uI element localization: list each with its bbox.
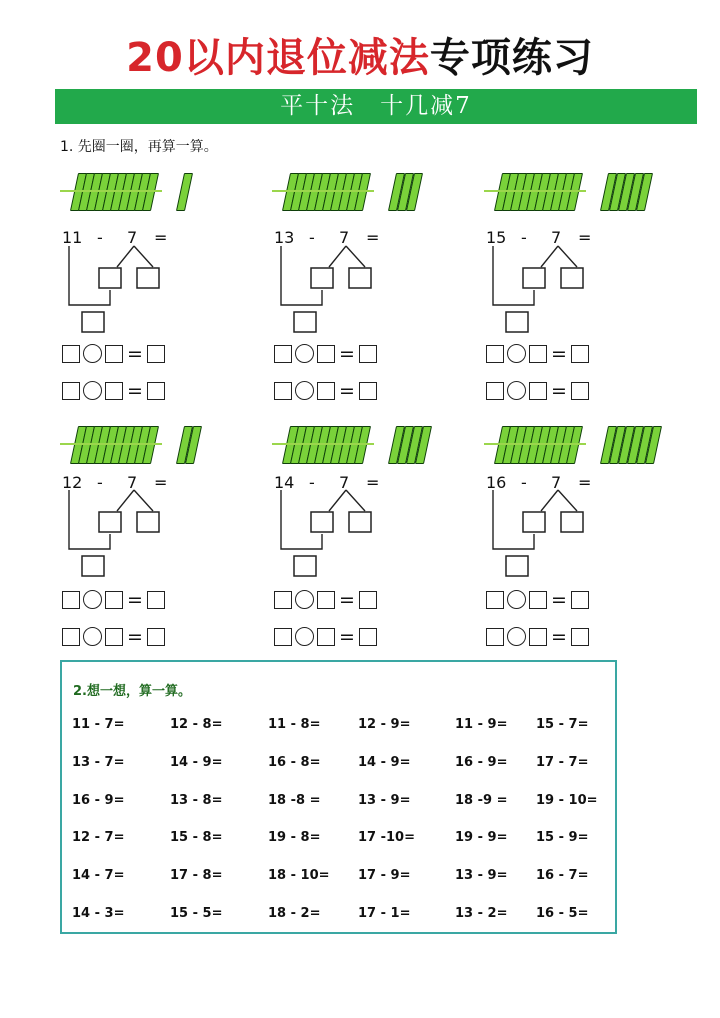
circle-guide-line: [272, 190, 374, 192]
answer-box[interactable]: [359, 345, 377, 363]
equation-row: [486, 344, 589, 363]
equation-row: [274, 344, 377, 363]
practice-item: 18 - 2=: [268, 906, 321, 921]
practice-item: 16 - 5=: [536, 906, 589, 921]
answer-box[interactable]: [359, 591, 377, 609]
practice-item: 17 - 1=: [358, 906, 411, 921]
circle-guide-line: [484, 190, 586, 192]
answer-box[interactable]: [105, 591, 123, 609]
practice-item: 19 - 8=: [268, 830, 321, 845]
section-banner: 平十法 十几减7: [55, 89, 697, 124]
problem-minus: -: [309, 473, 315, 492]
answer-box[interactable]: [317, 591, 335, 609]
problem-eq: =: [578, 473, 592, 492]
tree-line: [541, 490, 558, 511]
operator-circle[interactable]: [295, 344, 314, 363]
tree-line: [117, 490, 134, 511]
answer-box[interactable]: [274, 345, 292, 363]
operator-circle[interactable]: [295, 590, 314, 609]
practice-item: 15 - 7=: [536, 717, 589, 732]
practice-item: 15 - 5=: [170, 906, 223, 921]
problem-minus: -: [309, 228, 315, 247]
page-title: 20以内退位减法专项练习: [126, 35, 594, 81]
decompose-diagram: [62, 250, 192, 340]
problem-eq: =: [154, 228, 168, 247]
operator-circle[interactable]: [295, 627, 314, 646]
tree-line: [541, 246, 558, 267]
answer-box[interactable]: [571, 345, 589, 363]
practice-item: 18 -9 =: [455, 793, 508, 808]
problem-eq: =: [578, 228, 592, 247]
answer-box: [349, 512, 371, 532]
problem-minus: -: [97, 473, 103, 492]
answer-box: [506, 312, 528, 332]
tree-line: [346, 246, 365, 267]
problem-eq: =: [366, 473, 380, 492]
decompose-diagram: [62, 494, 192, 584]
operator-circle[interactable]: [83, 381, 102, 400]
practice-item: 16 - 7=: [536, 868, 589, 883]
answer-box: [294, 556, 316, 576]
practice-item: 12 - 7=: [72, 830, 125, 845]
problem-minus: -: [97, 228, 103, 247]
equation-row: [62, 627, 165, 646]
problem-a: 11: [62, 228, 83, 247]
equals-sign: =: [551, 625, 567, 648]
decompose-diagram: [486, 250, 616, 340]
equals-sign: =: [339, 588, 355, 611]
tree-line: [558, 490, 577, 511]
answer-box: [523, 512, 545, 532]
problem-minus: -: [521, 228, 527, 247]
answer-box[interactable]: [105, 628, 123, 646]
practice-item: 13 - 9=: [455, 868, 508, 883]
answer-box: [506, 556, 528, 576]
practice-item: 17 - 7=: [536, 755, 589, 770]
practice-item: 17 - 9=: [358, 868, 411, 883]
equation-row: [274, 381, 377, 400]
problem-minus: -: [521, 473, 527, 492]
practice-item: 15 - 9=: [536, 830, 589, 845]
practice-item: 19 - 10=: [536, 793, 598, 808]
equation-row: [486, 590, 589, 609]
practice-item: 16 - 9=: [72, 793, 125, 808]
answer-box: [99, 268, 121, 288]
practice-item: 19 - 9=: [455, 830, 508, 845]
circle-guide-line: [272, 443, 374, 445]
counting-stick: [176, 173, 193, 211]
problem-eq: =: [154, 473, 168, 492]
answer-box[interactable]: [105, 345, 123, 363]
answer-box: [137, 268, 159, 288]
tree-line: [117, 246, 134, 267]
problem-b: 7: [551, 228, 562, 247]
tree-line: [346, 490, 365, 511]
practice-item: 14 - 9=: [358, 755, 411, 770]
practice-item: 12 - 9=: [358, 717, 411, 732]
answer-box[interactable]: [486, 345, 504, 363]
practice-item: 14 - 9=: [170, 755, 223, 770]
answer-box[interactable]: [571, 628, 589, 646]
answer-box[interactable]: [486, 628, 504, 646]
answer-box[interactable]: [359, 628, 377, 646]
answer-box[interactable]: [571, 591, 589, 609]
answer-box[interactable]: [62, 591, 80, 609]
equation-row: [486, 627, 589, 646]
tree-line: [134, 490, 153, 511]
answer-box[interactable]: [105, 382, 123, 400]
answer-box: [561, 512, 583, 532]
question-1-label: 1. 先圈一圈，再算一算。: [60, 139, 218, 155]
answer-box[interactable]: [359, 382, 377, 400]
answer-box[interactable]: [274, 628, 292, 646]
operator-circle[interactable]: [507, 381, 526, 400]
question-2-label: 2.想一想，算一算。: [73, 684, 191, 699]
decompose-diagram: [274, 250, 404, 340]
equals-sign: =: [551, 342, 567, 365]
equation-row: [486, 381, 589, 400]
equals-sign: =: [339, 625, 355, 648]
answer-box[interactable]: [529, 345, 547, 363]
practice-item: 11 - 7=: [72, 717, 125, 732]
practice-item: 18 -8 =: [268, 793, 321, 808]
operator-circle[interactable]: [295, 381, 314, 400]
answer-box[interactable]: [62, 628, 80, 646]
answer-box[interactable]: [62, 382, 80, 400]
practice-item: 13 - 8=: [170, 793, 223, 808]
answer-box: [311, 512, 333, 532]
answer-box[interactable]: [317, 382, 335, 400]
decompose-diagram: [274, 494, 404, 584]
practice-item: 17 - 8=: [170, 868, 223, 883]
practice-item: 16 - 8=: [268, 755, 321, 770]
practice-item: 13 - 9=: [358, 793, 411, 808]
answer-box[interactable]: [317, 628, 335, 646]
answer-box: [82, 556, 104, 576]
answer-box[interactable]: [274, 591, 292, 609]
answer-box: [82, 312, 104, 332]
practice-item: 16 - 9=: [455, 755, 508, 770]
operator-circle[interactable]: [507, 590, 526, 609]
equals-sign: =: [127, 625, 143, 648]
practice-item: 15 - 8=: [170, 830, 223, 845]
practice-item: 18 - 10=: [268, 868, 330, 883]
equals-sign: =: [551, 588, 567, 611]
answer-box[interactable]: [147, 591, 165, 609]
answer-box[interactable]: [274, 382, 292, 400]
answer-box[interactable]: [147, 382, 165, 400]
practice-item: 14 - 7=: [72, 868, 125, 883]
practice-box: [60, 660, 617, 934]
answer-box[interactable]: [486, 382, 504, 400]
circle-guide-line: [60, 443, 162, 445]
equals-sign: =: [127, 342, 143, 365]
answer-box: [99, 512, 121, 532]
answer-box: [561, 268, 583, 288]
practice-item: 13 - 7=: [72, 755, 125, 770]
equals-sign: =: [127, 379, 143, 402]
circle-guide-line: [484, 443, 586, 445]
answer-box[interactable]: [317, 345, 335, 363]
operator-circle[interactable]: [507, 627, 526, 646]
operator-circle[interactable]: [83, 627, 102, 646]
answer-box[interactable]: [147, 345, 165, 363]
operator-circle[interactable]: [507, 344, 526, 363]
equals-sign: =: [339, 379, 355, 402]
operator-circle[interactable]: [83, 590, 102, 609]
answer-box[interactable]: [486, 591, 504, 609]
answer-box[interactable]: [529, 591, 547, 609]
answer-box: [349, 268, 371, 288]
answer-box[interactable]: [529, 628, 547, 646]
operator-circle[interactable]: [83, 344, 102, 363]
problem-b: 7: [339, 228, 350, 247]
answer-box: [294, 312, 316, 332]
problem-b: 7: [551, 473, 562, 492]
answer-box[interactable]: [147, 628, 165, 646]
tree-line: [134, 246, 153, 267]
circle-guide-line: [60, 190, 162, 192]
practice-item: 11 - 8=: [268, 717, 321, 732]
equation-row: [274, 627, 377, 646]
equation-row: [62, 381, 165, 400]
answer-box[interactable]: [62, 345, 80, 363]
equals-sign: =: [127, 588, 143, 611]
problem-b: 7: [339, 473, 350, 492]
equation-row: [274, 590, 377, 609]
tree-line: [329, 490, 346, 511]
answer-box[interactable]: [529, 382, 547, 400]
problem-b: 7: [127, 473, 138, 492]
problem-eq: =: [366, 228, 380, 247]
problem-a: 15: [486, 228, 507, 247]
practice-item: 11 - 9=: [455, 717, 508, 732]
answer-box: [137, 512, 159, 532]
equals-sign: =: [551, 379, 567, 402]
problem-a: 12: [62, 473, 83, 492]
practice-item: 17 -10=: [358, 830, 415, 845]
problem-b: 7: [127, 228, 138, 247]
answer-box: [523, 268, 545, 288]
answer-box: [311, 268, 333, 288]
practice-item: 14 - 3=: [72, 906, 125, 921]
practice-item: 13 - 2=: [455, 906, 508, 921]
tree-line: [558, 246, 577, 267]
answer-box[interactable]: [571, 382, 589, 400]
problem-a: 16: [486, 473, 507, 492]
equals-sign: =: [339, 342, 355, 365]
problem-a: 13: [274, 228, 295, 247]
decompose-diagram: [486, 494, 616, 584]
equation-row: [62, 590, 165, 609]
tree-line: [329, 246, 346, 267]
equation-row: [62, 344, 165, 363]
practice-item: 12 - 8=: [170, 717, 223, 732]
problem-a: 14: [274, 473, 295, 492]
